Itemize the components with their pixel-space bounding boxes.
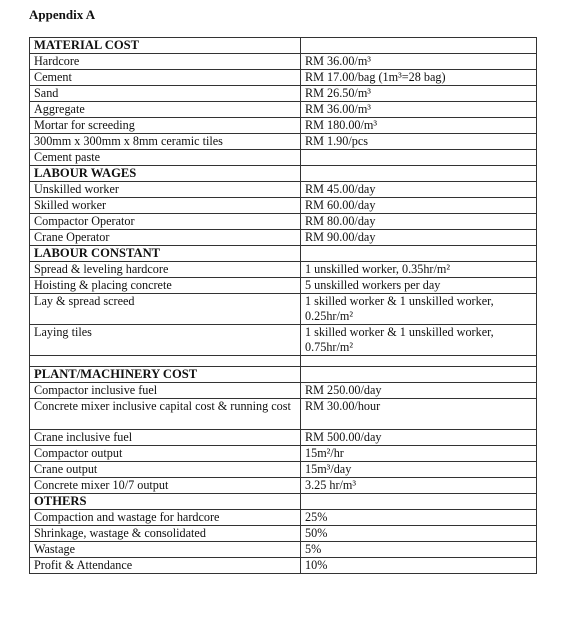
section-value-empty — [301, 367, 537, 383]
value-cell: 5% — [301, 542, 537, 558]
section-heading: LABOUR CONSTANT — [30, 246, 301, 262]
table-row — [30, 86, 537, 102]
value-cell: 15m²/hr — [301, 446, 537, 462]
item-cell: Laying tiles — [30, 325, 301, 356]
table-row — [30, 462, 537, 478]
value-cell: RM 17.00/bag (1m³=28 bag) — [301, 70, 537, 86]
item-cell: Profit & Attendance — [30, 558, 301, 574]
spacer-cell — [301, 356, 537, 367]
item-cell: Crane inclusive fuel — [30, 430, 301, 446]
value-cell: RM 45.00/day — [301, 182, 537, 198]
table-row — [30, 325, 537, 356]
item-cell: Crane Operator — [30, 230, 301, 246]
item-cell: Compactor inclusive fuel — [30, 383, 301, 399]
item-cell: Spread & leveling hardcore — [30, 262, 301, 278]
table-row — [30, 446, 537, 462]
table-row — [30, 134, 537, 150]
table-row — [30, 198, 537, 214]
item-cell: Shrinkage, wastage & consolidated — [30, 526, 301, 542]
section-heading: OTHERS — [30, 494, 301, 510]
value-cell: 3.25 hr/m³ — [301, 478, 537, 494]
table-row — [30, 214, 537, 230]
value-cell: RM 30.00/hour — [301, 399, 537, 430]
table-row — [30, 102, 537, 118]
item-cell: Concrete mixer inclusive capital cost & running cost — [30, 399, 301, 430]
value-cell: 25% — [301, 510, 537, 526]
item-cell: Compaction and wastage for hardcore — [30, 510, 301, 526]
table-row — [30, 510, 537, 526]
section-header-labour-wages — [30, 166, 537, 182]
table-row — [30, 542, 537, 558]
value-cell: RM 180.00/m³ — [301, 118, 537, 134]
value-cell: 10% — [301, 558, 537, 574]
section-header-plant-machinery-cost — [30, 367, 537, 383]
section-value-empty — [301, 38, 537, 54]
item-cell: Crane output — [30, 462, 301, 478]
item-cell: Wastage — [30, 542, 301, 558]
item-cell: Concrete mixer 10/7 output — [30, 478, 301, 494]
value-cell: 15m³/day — [301, 462, 537, 478]
table-row — [30, 526, 537, 542]
item-cell: Mortar for screeding — [30, 118, 301, 134]
table-row — [30, 118, 537, 134]
value-cell: 5 unskilled workers per day — [301, 278, 537, 294]
appendix-title: Appendix A — [29, 7, 96, 22]
appendix-table — [29, 37, 537, 574]
section-header-material-cost — [30, 38, 537, 54]
section-header-others — [30, 494, 537, 510]
table-row — [30, 54, 537, 70]
value-cell: RM 60.00/day — [301, 198, 537, 214]
item-cell: Hardcore — [30, 54, 301, 70]
spacer-row — [30, 356, 537, 367]
item-cell: Hoisting & placing concrete — [30, 278, 301, 294]
section-value-empty — [301, 246, 537, 262]
item-cell: Compactor Operator — [30, 214, 301, 230]
table-row — [30, 430, 537, 446]
table-row — [30, 294, 537, 325]
table-row — [30, 399, 537, 430]
spacer-cell — [30, 356, 301, 367]
item-cell: Sand — [30, 86, 301, 102]
item-cell: Skilled worker — [30, 198, 301, 214]
section-heading: PLANT/MACHINERY COST — [30, 367, 301, 383]
value-cell: RM 90.00/day — [301, 230, 537, 246]
value-cell: RM 26.50/m³ — [301, 86, 537, 102]
table-row — [30, 150, 537, 166]
value-cell: RM 80.00/day — [301, 214, 537, 230]
section-heading: MATERIAL COST — [30, 38, 301, 54]
value-cell: 50% — [301, 526, 537, 542]
item-cell: Cement — [30, 70, 301, 86]
table-row — [30, 230, 537, 246]
item-cell: Aggregate — [30, 102, 301, 118]
section-value-empty — [301, 166, 537, 182]
section-header-labour-constant — [30, 246, 537, 262]
value-cell: 1 skilled worker & 1 unskilled worker, 0.25hr/m² — [301, 294, 537, 325]
table-row — [30, 70, 537, 86]
section-heading: LABOUR WAGES — [30, 166, 301, 182]
value-cell — [301, 150, 537, 166]
item-cell: Cement paste — [30, 150, 301, 166]
section-value-empty — [301, 494, 537, 510]
table-row — [30, 182, 537, 198]
value-cell: RM 500.00/day — [301, 430, 537, 446]
value-cell: RM 1.90/pcs — [301, 134, 537, 150]
table-row — [30, 558, 537, 574]
table-row — [30, 478, 537, 494]
item-cell: 300mm x 300mm x 8mm ceramic tiles — [30, 134, 301, 150]
table-row — [30, 383, 537, 399]
value-cell: 1 skilled worker & 1 unskilled worker, 0.75hr/m² — [301, 325, 537, 356]
item-cell: Lay & spread screed — [30, 294, 301, 325]
value-cell: RM 36.00/m³ — [301, 54, 537, 70]
item-cell: Unskilled worker — [30, 182, 301, 198]
value-cell: RM 250.00/day — [301, 383, 537, 399]
value-cell: 1 unskilled worker, 0.35hr/m² — [301, 262, 537, 278]
table-row — [30, 278, 537, 294]
value-cell: RM 36.00/m³ — [301, 102, 537, 118]
item-cell: Compactor output — [30, 446, 301, 462]
table-row — [30, 262, 537, 278]
